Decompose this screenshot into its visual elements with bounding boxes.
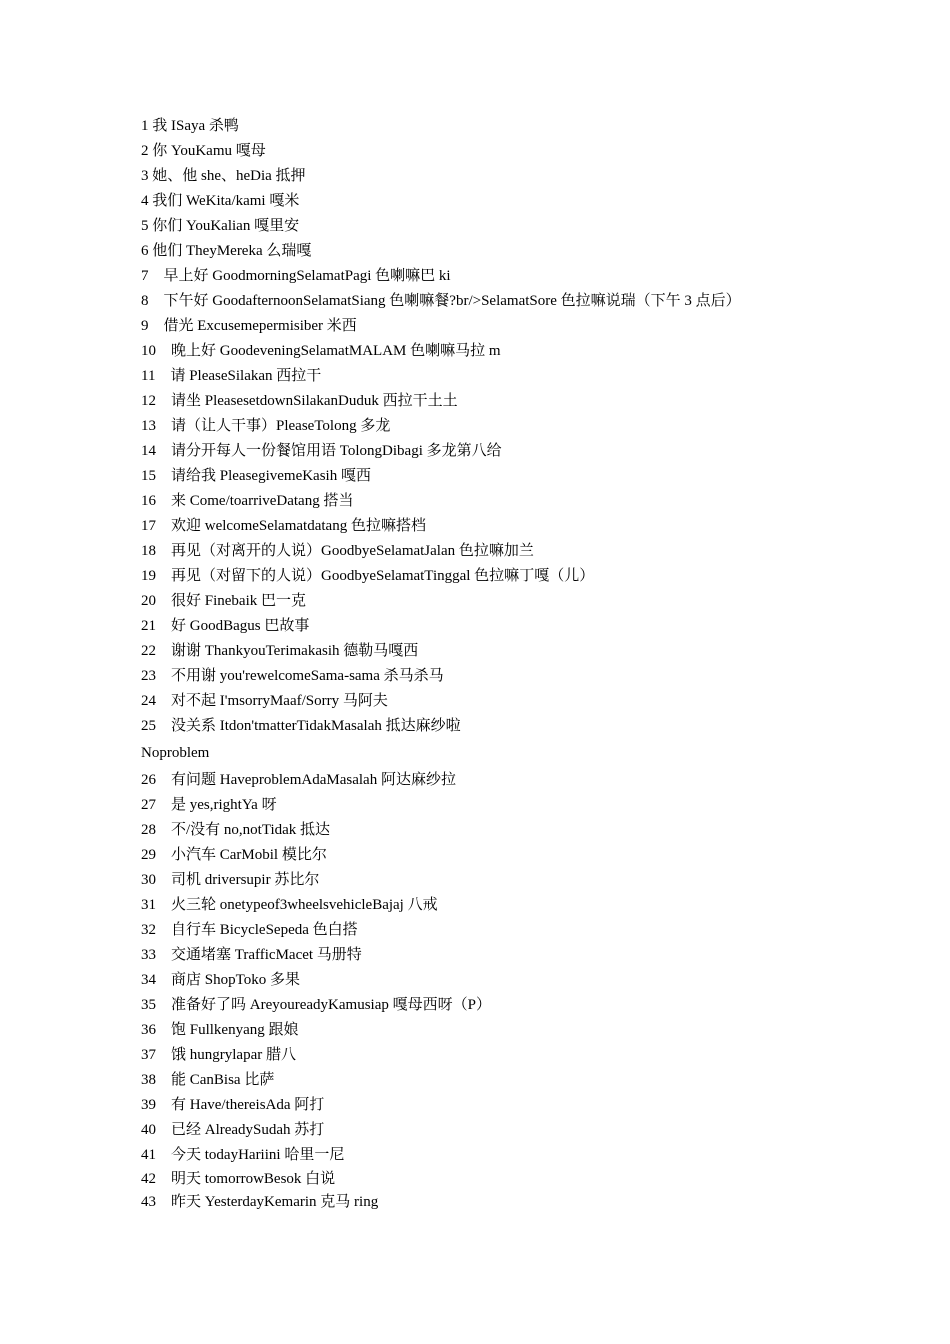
phrase-line-43: 43 昨天 YesterdayKemarin 克马 ring xyxy=(141,1194,379,1210)
phrase-line-11: 11 请 PleaseSilakan 西拉干 xyxy=(141,368,322,384)
phrase-line-13: 13 请（让人干事）PleaseTolong 多龙 xyxy=(141,418,391,434)
phrase-line-32: 32 自行车 BicycleSepeda 色白搭 xyxy=(141,922,358,938)
phrase-line-35: 35 准备好了吗 AreyoureadyKamusiap 嘎母西呀（P） xyxy=(141,997,491,1013)
phrase-line-16: 16 来 Come/toarriveDatang 搭当 xyxy=(141,493,354,509)
phrase-line-15: 15 请给我 PleasegivemeKasih 嘎西 xyxy=(141,468,371,484)
phrase-line-23: 23 不用谢 you'rewelcomeSama-sama 杀马杀马 xyxy=(141,668,444,684)
phrase-line-19: 19 再见（对留下的人说）GoodbyeSelamatTinggal 色拉嘛丁嘎（儿） xyxy=(141,568,595,584)
phrase-line-41: 41 今天 todayHariini 哈里一尼 xyxy=(141,1147,345,1163)
phrase-line-9: 9 借光 Excusemepermisiber 米西 xyxy=(141,318,357,334)
phrase-line-31: 31 火三轮 onetypeof3wheelsvehicleBajaj 八戒 xyxy=(141,897,438,913)
phrase-line-25: 25 没关系 Itdon'tmatterTidakMasalah 抵达麻纱啦 xyxy=(141,718,461,734)
phrase-line-7: 7 早上好 GoodmorningSelamatPagi 色喇嘛巴 ki xyxy=(141,268,451,284)
phrase-line-4: 4 我们 WeKita/kami 嘎米 xyxy=(141,193,300,209)
phrase-line-17: 17 欢迎 welcomeSelamatdatang 色拉嘛搭档 xyxy=(141,518,426,534)
phrase-line-18: 18 再见（对离开的人说）GoodbyeSelamatJalan 色拉嘛加兰 xyxy=(141,543,534,559)
phrase-line-37: 37 饿 hungrylapar 腊八 xyxy=(141,1047,296,1063)
phrase-line-22: 22 谢谢 ThankyouTerimakasih 德勒马嘎西 xyxy=(141,643,419,659)
phrase-line-14: 14 请分开每人一份餐馆用语 TolongDibagi 多龙第八给 xyxy=(141,443,502,459)
phrase-line-3: 3 她、他 she、heDia 抵押 xyxy=(141,168,306,184)
phrase-line-27: 27 是 yes,rightYa 呀 xyxy=(141,797,277,813)
phrase-line-2: 2 你 YouKamu 嘎母 xyxy=(141,143,266,159)
phrase-line-6: 6 他们 TheyMereka 么瑞嘎 xyxy=(141,243,312,259)
phrase-line-12: 12 请坐 PleasesetdownSilakanDuduk 西拉干土土 xyxy=(141,393,458,409)
phrase-line-33: 33 交通堵塞 TrafficMacet 马册特 xyxy=(141,947,362,963)
phrase-line-42: 42 明天 tomorrowBesok 白说 xyxy=(141,1171,336,1187)
phrase-line-29: 29 小汽车 CarMobil 模比尔 xyxy=(141,847,327,863)
phrase-line-34: 34 商店 ShopToko 多果 xyxy=(141,972,300,988)
phrase-line-36: 36 饱 Fullkenyang 跟娘 xyxy=(141,1022,299,1038)
phrase-line-24: 24 对不起 I'msorryMaaf/Sorry 马阿夫 xyxy=(141,693,388,709)
phrase-line-8: 8 下午好 GoodafternoonSelamatSiang 色喇嘛餐?br/>SelamatSore 色拉嘛说瑞（下午 3 点后） xyxy=(141,293,741,309)
phrase-line-5: 5 你们 YouKalian 嘎里安 xyxy=(141,218,300,234)
phrase-line-1: 1 我 ISaya 杀鸭 xyxy=(141,118,239,134)
phrase-line-39: 39 有 Have/thereisAda 阿打 xyxy=(141,1097,325,1113)
phrase-line-20: 20 很好 Finebaik 巴一克 xyxy=(141,593,306,609)
phrase-line-30: 30 司机 driversupir 苏比尔 xyxy=(141,872,320,888)
phrase-line-38: 38 能 CanBisa 比萨 xyxy=(141,1072,275,1088)
phrase-continuation-line: Noproblem xyxy=(141,745,210,761)
phrase-line-21: 21 好 GoodBagus 巴故事 xyxy=(141,618,310,634)
phrase-line-26: 26 有问题 HaveproblemAdaMasalah 阿达麻纱拉 xyxy=(141,772,456,788)
phrase-line-10: 10 晚上好 GoodeveningSelamatMALAM 色喇嘛马拉 m xyxy=(141,343,501,359)
phrase-line-40: 40 已经 AlreadySudah 苏打 xyxy=(141,1122,325,1138)
phrase-line-28: 28 不/没有 no,notTidak 抵达 xyxy=(141,822,331,838)
phrase-list xyxy=(141,114,841,1215)
